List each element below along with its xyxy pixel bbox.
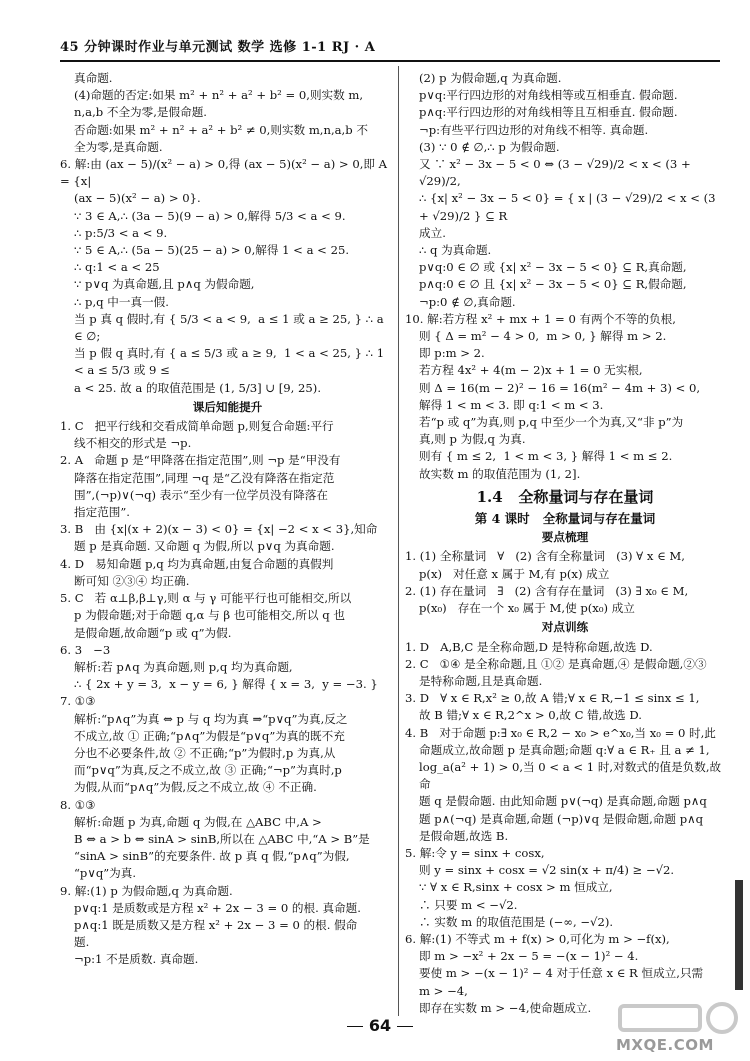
right-text-line: 6. 解:(1) 不等式 m + f(x) > 0,可化为 m > −f(x), (405, 931, 670, 946)
column-divider (398, 66, 399, 1016)
right-text-line: 故 B 错;∀ x ∈ R,2^x > 0,故 C 错,故选 D. (419, 708, 642, 723)
right-column (405, 70, 725, 1017)
right-text-line: 要使 m > −(x − 1)² − 4 对于任意 x ∈ R 恒成立,只需 (419, 966, 704, 981)
right-text-line: 1. (1) 全称量词 ∀ (2) 含有全称量词 (3) ∀ x ∈ M, (405, 549, 685, 564)
right-text-line: m > −4, (419, 983, 468, 998)
right-text-line: 4. B 对于命题 p:∃ x₀ ∈ R,2 − x₀ > e^x₀,当 x₀ = 0 时,此 (405, 725, 716, 740)
left-text-line: 题. (74, 935, 90, 950)
left-column (60, 70, 395, 969)
right-text-line: 题 q 是假命题. 由此知命题 p∨(¬q) 是真命题,命题 p∧q (419, 794, 707, 809)
left-text-line: 不成立,故 ① 正确;“p∧q”为假是“p∨q”为真的既不充 (74, 728, 345, 743)
left-text-line: B ⇔ a > b ⇔ sinA > sinB,所以在 △ABC 中,“A > B”是 (74, 831, 370, 846)
left-text-line: ∵ 5 ∈ A,∴ (5a − 5)(25 − a) > 0,解得 1 < a < 25. (74, 243, 350, 258)
left-text-line: p 为假命题;对于命题 q,α 与 β 也可能相交,所以 q 也 (74, 608, 345, 623)
right-text-line: 2. (1) 存在量词 ∃ (2) 含有存在量词 (3) ∃ x₀ ∈ M, (405, 583, 689, 598)
left-text-line: ∴ { 2x + y = 3, x − y = 6, } 解得 { x = 3, y = −3. } (74, 677, 378, 692)
left-text-line: 解析:命题 p 为真,命题 q 为假,在 △ABC 中,A > (74, 814, 322, 829)
left-text-line: 断可知 ②③④ 均正确. (74, 573, 190, 588)
right-text-line: 即 m > −x² + 2x − 5 = −(x − 1)² − 4. (419, 949, 639, 964)
left-text-line: 1. C 把平行线和交看成简单命题 p,则复合命题:平行 (60, 419, 334, 434)
left-text-line: 真命题. (74, 71, 113, 85)
right-text-line: 要点梳理 (541, 530, 589, 545)
left-text-line: 指定范围”. (74, 505, 130, 520)
right-text-line: 1.4 全称量词与存在量词 (476, 487, 654, 506)
right-text-line: 是特称命题,且是真命题. (419, 673, 543, 688)
right-text-line: 是假命题,故选 B. (419, 828, 509, 843)
left-text-line: 否命题:如果 m² + n² + a² + b² ≠ 0,则实数 m,n,a,b 不 (74, 122, 368, 137)
left-text-line: p∨q:1 是质数或是方程 x² + 2x − 3 = 0 的根. 真命题. (74, 900, 361, 915)
left-text-line: ∴ p:5/3 < a < 9. (74, 225, 168, 240)
left-text-line: (ax − 5)(x² − a) > 0}. (74, 191, 201, 206)
right-text-line: ∵ ∀ x ∈ R,sinx + cosx > m 恒成立, (419, 880, 613, 895)
left-text-line: 7. ①③ (60, 694, 96, 709)
right-text-line: log_a(a² + 1) > 0,当 0 < a < 1 时,对数式的值是负数,故命 (419, 759, 722, 792)
left-text-line: 解析:“p∧q”为真 ⇔ p 与 q 均为真 ⇒“p∨q”为真,反之 (74, 711, 348, 726)
page-edge-shadow (735, 880, 743, 990)
left-text-line: 当 p 真 q 假时,有 { 5/3 < a < 9, a ≤ 1 或 a ≥ 25, } ∴ a ∈ ∅; (74, 311, 388, 344)
right-text-line: ∴ {x| x² − 3x − 5 < 0} = { x | (3 − √29)/2 < x < (3 + √29)/2 } ⊆ R (419, 191, 720, 223)
left-text-line: 解析:若 p∧q 为真命题,则 p,q 均为真命题, (74, 659, 293, 674)
left-text-line: 9. 解:(1) p 为假命题,q 为真命题. (60, 883, 233, 898)
left-text-line: (4)命题的否定:如果 m² + n² + a² + b² = 0,则实数 m, (74, 88, 364, 103)
left-text-line: p∧q:1 既是质数又是方程 x² + 2x − 3 = 0 的根. 假命 (74, 917, 358, 932)
left-text-line: 题 p 是真命题. 又命题 q 为假,所以 p∨q 为真命题. (74, 539, 335, 554)
right-text-line: (2) p 为假命题,q 为真命题. (419, 71, 562, 85)
right-text-line: p∨q:平行四边形的对角线相等或互相垂直. 假命题. (419, 88, 678, 103)
left-text-line: 降落在指定范围”,同理 ¬q 是“乙没有降落在指定范 (74, 470, 335, 485)
header-rule (60, 60, 720, 62)
left-text-line: ∵ 3 ∈ A,∴ (3a − 5)(9 − a) > 0,解得 5/3 < a < 9. (74, 208, 346, 223)
left-text-line: 围”,(¬p)∨(¬q) 表示“至少有一位学员没有降落在 (74, 487, 328, 502)
left-text-line: 而“p∨q”为真,反之不成立,故 ③ 正确;“¬p”为真时,p (74, 763, 342, 778)
right-text-line: 对点训练 (541, 620, 589, 635)
right-text-line: ¬p:0 ∉ ∅,真命题. (419, 294, 516, 309)
running-header: 45 分钟课时作业与单元测试 数学 选修 1-1 RJ · A (60, 40, 376, 55)
left-text-line: “sinA > sinB”的充要条件. 故 p 真 q 假,“p∧q”为假, (74, 849, 350, 864)
right-text-line: p∧q:平行四边形的对角线相等且互相垂直. 假命题. (419, 105, 678, 120)
left-text-line: 8. ①③ (60, 797, 96, 812)
right-text-line: 2. C ①④ 是全称命题,且 ①② 是真命题,④ 是假命题,②③ (405, 656, 707, 671)
left-text-line: 线不相交的形式是 ¬p. (74, 436, 192, 451)
left-text-line: 6. 3 −3 (60, 642, 111, 657)
right-text-line: 则有 { m ≤ 2, 1 < m < 3, } 解得 1 < m ≤ 2. (419, 449, 673, 464)
right-text-line: p(x₀) 存在一个 x₀ 属于 M,使 p(x₀) 成立 (419, 601, 635, 616)
right-text-line: 即 p:m > 2. (419, 346, 485, 361)
right-text-line: 3. D ∀ x ∈ R,x² ≥ 0,故 A 错;∀ x ∈ R,−1 ≤ sinx ≤ 1, (405, 691, 700, 706)
right-text-line: 第 4 课时 全称量词与存在量词 (474, 511, 656, 527)
left-text-line: a < 25. 故 a 的取值范围是 (1, 5/3] ∪ [9, 25). (74, 380, 322, 395)
right-text-line: p(x) 对任意 x 属于 M,有 p(x) 成立 (419, 566, 610, 581)
left-text-line: ∵ p∨q 为真命题,且 p∧q 为假命题, (74, 277, 255, 292)
left-text-line: 当 p 假 q 真时,有 { a ≤ 5/3 或 a ≥ 9, 1 < a < 25, } ∴ 1 < a ≤ 5/3 或 9 ≤ (74, 346, 388, 378)
right-text-line: 又 ∵ x² − 3x − 5 < 0 ⇔ (3 − √29)/2 < x < (3 + √29)/2, (419, 157, 695, 189)
left-text-line: “p∨q”为真. (74, 866, 137, 881)
left-text-line: 2. A 命题 p 是“甲降落在指定范围”,则 ¬p 是“甲没有 (60, 453, 341, 468)
right-text-line: 真,则 p 为假,q 为真. (419, 432, 526, 447)
right-text-line: 则 y = sinx + cosx = √2 sin(x + π/4) ≥ −√2. (419, 863, 675, 878)
left-text-line: 课后知能提升 (192, 399, 263, 414)
left-text-line: ¬p:1 不是质数. 真命题. (74, 952, 199, 967)
right-text-line: 若“p 或 q”为真,则 p,q 中至少一个为真,又“非 p”为 (419, 415, 684, 430)
right-text-line: ∴ 只要 m < −√2. (419, 897, 518, 912)
right-text-line: 5. 解:令 y = sinx + cosx, (405, 845, 545, 860)
left-text-line: 3. B 由 {x|(x + 2)(x − 3) < 0} = {x| −2 < x < 3},知命 (60, 522, 378, 537)
right-text-line: 1. D A,B,C 是全称命题,D 是特称命题,故选 D. (405, 639, 653, 654)
right-text-line: (3) ∵ 0 ∉ ∅,∴ p 为假命题. (419, 139, 560, 154)
left-text-line: 5. C 若 α⊥β,β⊥γ,则 α 与 γ 可能平行也可能相交,所以 (60, 591, 352, 606)
left-text-line: n,a,b 不全为零,是假命题. (74, 105, 207, 120)
left-text-line: 为假,从而“p∧q”为假,反之不成立,故 ④ 不正确. (74, 780, 317, 795)
right-text-line: 命题成立,故命题 p 是真命题;命题 q:∀ a ∈ R₊ 且 a ≠ 1, (419, 742, 710, 757)
left-text-line: 全为零,是真命题. (74, 139, 163, 154)
right-text-line: ∴ 实数 m 的取值范围是 (−∞, −√2). (419, 914, 614, 929)
right-text-line: p∧q:0 ∈ ∅ 且 {x| x² − 3x − 5 < 0} ⊆ R,假命题, (419, 277, 687, 292)
watermark-text: MXQE.COM (616, 1036, 714, 1054)
right-text-line: 解得 1 < m < 3. 即 q:1 < m < 3. (419, 397, 604, 412)
right-text-line: ∴ q 为真命题. (419, 243, 492, 258)
right-text-line: p∨q:0 ∈ ∅ 或 {x| x² − 3x − 5 < 0} ⊆ R,真命题, (419, 260, 687, 275)
right-text-line: 则 { Δ = m² − 4 > 0, m > 0, } 解得 m > 2. (419, 329, 667, 344)
right-text-line: ¬p:有些平行四边形的对角线不相等. 真命题. (419, 122, 649, 137)
left-text-line: ∴ q:1 < a < 25 (74, 260, 160, 275)
left-text-line: 6. 解:由 (ax − 5)/(x² − a) > 0,得 (ax − 5)(x² − a) > 0,即 A = {x| (60, 157, 391, 189)
right-text-line: 成立. (419, 225, 446, 240)
right-text-line: 则 Δ = 16(m − 2)² − 16 = 16(m² − 4m + 3) < 0, (419, 380, 701, 395)
right-text-line: 若方程 4x² + 4(m − 2)x + 1 = 0 无实根, (419, 363, 643, 378)
left-text-line: 分也不必要条件,故 ② 不正确;“p”为假时,p 为真,从 (74, 745, 336, 760)
right-text-line: 10. 解:若方程 x² + mx + 1 = 0 有两个不等的负根, (405, 311, 676, 326)
left-text-line: ∴ p,q 中一真一假. (74, 294, 169, 309)
left-text-line: 4. D 易知命题 p,q 均为真命题,由复合命题的真假判 (60, 556, 334, 571)
right-text-line: 题 p∧(¬q) 是真命题,命题 (¬p)∨q 是假命题,命题 p∧q (419, 811, 704, 826)
right-text-line: 即存在实数 m > −4,使命题成立. (419, 1000, 592, 1015)
right-text-line: 故实数 m 的取值范围为 (1, 2]. (419, 466, 581, 481)
page-number: 64 (330, 1016, 430, 1035)
left-text-line: 是假命题,故命题“p 或 q”为假. (74, 625, 232, 640)
